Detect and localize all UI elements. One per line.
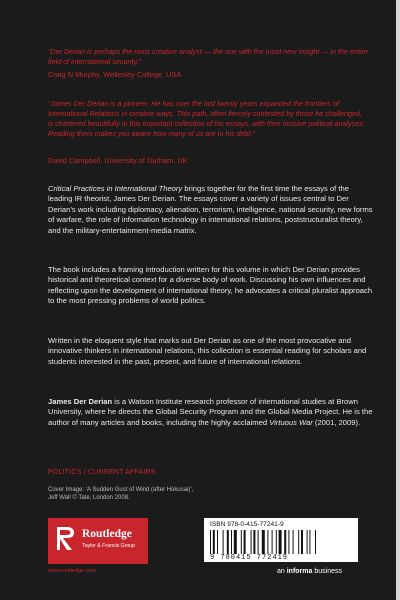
- barcode-bar: [272, 530, 273, 554]
- publisher-subtitle: Taylor & Francis Group: [82, 543, 136, 549]
- barcode-bars: [210, 530, 352, 554]
- barcode-bar: [244, 530, 246, 554]
- barcode-bar: [251, 530, 252, 554]
- publisher-name: Routledge: [82, 528, 132, 540]
- author-name: James Der Derian: [48, 397, 113, 406]
- isbn-label: ISBN 978-0-415-77241-9: [210, 521, 284, 528]
- subject-category: POLITICS / CURRENT AFFAIRS: [48, 469, 156, 476]
- endorsement-attribution-1: Craig N Murphy, Wellesley College, USA: [48, 70, 182, 79]
- informa-business-line: an informa business: [277, 568, 342, 575]
- barcode-bar: [234, 530, 237, 554]
- barcode-bar: [301, 530, 303, 554]
- barcode-bar: [227, 530, 229, 554]
- description-paragraph-3: Written in the eloquent style that marks out Der Derian as one of the most provocative and innovative thinkers in international relations, this collection is essential reading for scholars and students interested in the past, present, and future of international relations.: [48, 336, 367, 366]
- barcode-bar: [315, 530, 316, 554]
- barcode-bar: [309, 530, 310, 554]
- barcode-bar: [217, 530, 218, 554]
- barcode-bar: [267, 530, 268, 554]
- endorsement-quote-1: “Der Derian is perhaps the most creative analyst — the one with the most new insight — in the entire field of international security.”: [48, 47, 368, 66]
- informa-logo-text: informa: [286, 568, 313, 575]
- barcode-bar: [223, 530, 224, 554]
- barcode-bar: [307, 530, 308, 554]
- endorsement-attribution-2: David Campbell, University of Durham, UK: [48, 156, 188, 165]
- author-bio: James Der Derian is a Watson Institute research professor of international studies at Brown University, where he directs the Global Security Program and the Global Media Project. He is the author of many articles and books, including the highly acclaimed Virtuous War (2001, 2009).: [48, 397, 373, 427]
- barcode-bar: [298, 530, 299, 554]
- barcode-bar: [253, 530, 255, 554]
- barcode-bar: [284, 530, 286, 554]
- barcode-bar: [241, 530, 242, 554]
- description-paragraph-1: Critical Practices in International Theory brings together for the first time the essays of the leading IR theorist, James Der Derian. The essays cover a variety of issues central to Der Derian’s work including diplomacy, alienation, terrorism, intelligence, national security, new forms of warfare, the role of information technology in international relations, poststructuralist theory, and the military-entertainment-media matrix.: [48, 184, 373, 235]
- page-edge: [396, 0, 400, 600]
- isbn-barcode: [204, 518, 358, 562]
- endorsement-quote-2: “James Der Derian is a pioneer. He has over the last twenty years expanded the frontiers of International Relations in creative ways. This path, often fiercely contested by those he challenged, is chartered beautifully in this important collection of his essays, with their incisive political analyses. Reading them makes you aware how many of us are in his debt.”: [48, 99, 365, 138]
- book-reference: Virtuous War: [269, 417, 313, 427]
- publisher-logo: [48, 518, 148, 564]
- barcode-bar: [262, 530, 265, 554]
- description-paragraph-2: The book includes a framing introduction written for this volume in which Der Derian provides historical and theoretical context for a diverse body of work. Discussing his own influences and reflecting upon the development of international theory, he advocates a critical pluralist approach to the most pressing problems of world politics.: [48, 265, 373, 306]
- publisher-url: www.routledge.com: [48, 568, 96, 574]
- book-title: Critical Practices in International Theory: [48, 184, 183, 193]
- barcode-bar: [213, 530, 215, 554]
- barcode-bar: [279, 530, 282, 554]
- barcode-bar: [258, 530, 259, 554]
- barcode-bar: [288, 530, 289, 554]
- barcode-number: 9 780415 772419: [210, 554, 289, 562]
- cover-image-credit: Cover Image: ‘A Sudden Gust of Wind (after Hokusai)’, Jeff Wall © Tate, London 2008.: [48, 487, 194, 501]
- barcode-bar: [276, 530, 277, 554]
- barcode-bar: [293, 530, 294, 554]
- barcode-bar: [210, 530, 211, 554]
- routledge-r-icon: [54, 524, 78, 552]
- barcode-bar: [231, 530, 232, 554]
